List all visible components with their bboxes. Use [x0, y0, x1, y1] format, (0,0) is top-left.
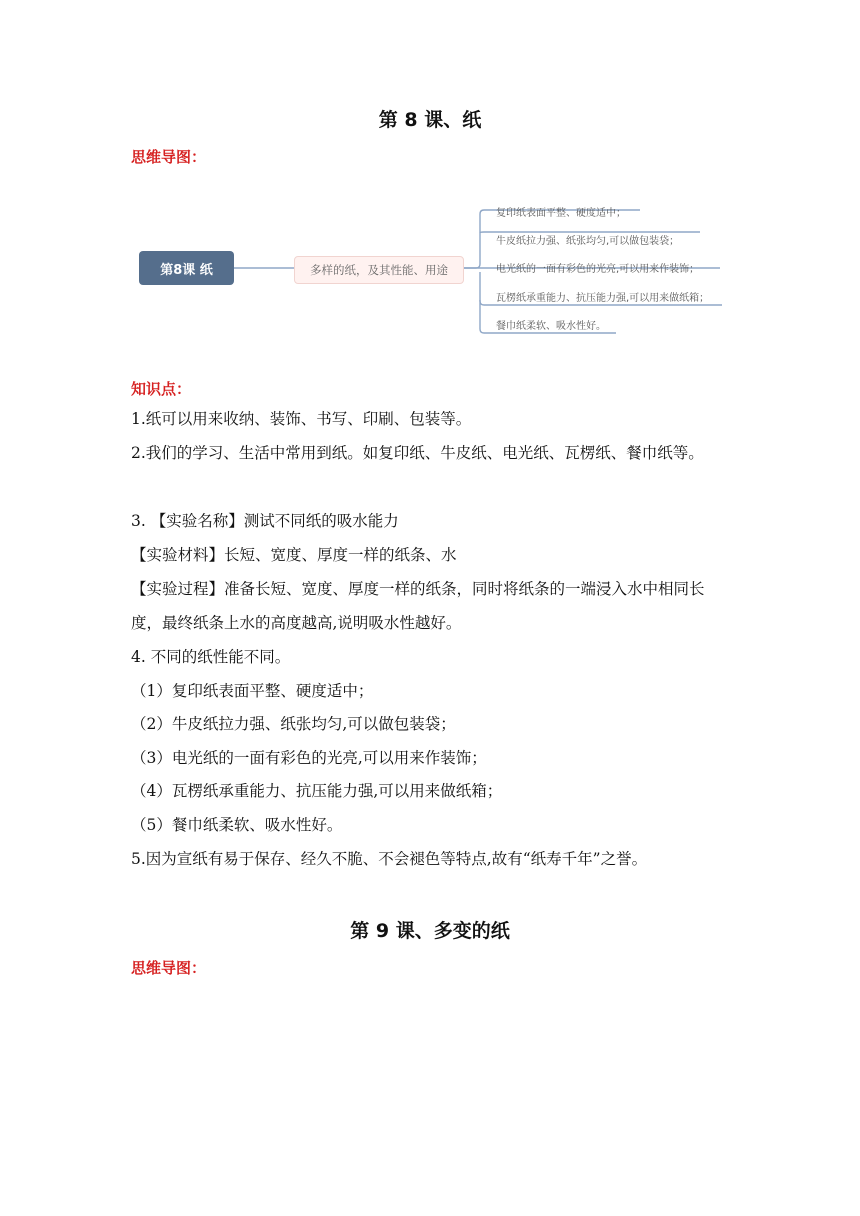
knowledge-point: 4. 不同的纸性能不同。 [131, 648, 291, 666]
mindmap-label: 思维导图： [131, 959, 207, 977]
mindmap-label: 思维导图： [131, 148, 207, 166]
knowledge-point: （2）牛皮纸拉力强、纸张均匀,可以做包装袋； [131, 715, 456, 733]
mindmap-leaf: 牛皮纸拉力强、纸张均匀,可以做包装袋； [496, 236, 680, 247]
knowledge-point: （1）复印纸表面平整、硬度适中； [131, 682, 374, 700]
knowledge-point: 2.我们的学习、生活中常用到纸。如复印纸、牛皮纸、电光纸、瓦楞纸、餐巾纸等。 [131, 444, 704, 462]
mindmap [0, 0, 860, 360]
mindmap-connectors [0, 0, 860, 360]
lesson8-title: 第 8 课、纸 [378, 109, 482, 131]
lesson9-title: 第 9 课、多变的纸 [350, 920, 510, 942]
knowledge-point: 【实验材料】长短、宽度、厚度一样的纸条、水 [131, 546, 457, 564]
mindmap-branch-node: 多样的纸，及其性能、用途 [294, 256, 464, 284]
mindmap-leaf: 电光纸的一面有彩色的光亮,可以用来作装饰； [496, 264, 700, 275]
mindmap-leaf: 餐巾纸柔软、吸水性好。 [496, 321, 606, 332]
knowledge-point: 【实验过程】准备长短、宽度、厚度一样的纸条，同时将纸条的一端浸入水中相同长度，最终纸条上水的高度越高,说明吸水性越好。 [131, 580, 705, 632]
mindmap-leaf: 瓦楞纸承重能力、抗压能力强,可以用来做纸箱； [496, 293, 710, 304]
knowledge-point: 1.纸可以用来收纳、装饰、书写、印刷、包装等。 [131, 410, 472, 428]
mindmap-leaf: 复印纸表面平整、硬度适中； [496, 208, 626, 219]
mindmap-root-node: 第8课 纸 [139, 251, 234, 285]
knowledge-label: 知识点： [131, 380, 192, 398]
knowledge-point: 3. 【实验名称】测试不同纸的吸水能力 [131, 512, 399, 530]
knowledge-point: 5.因为宣纸有易于保存、经久不脆、不会褪色等特点,故有“纸寿千年”之誉。 [131, 850, 648, 868]
knowledge-point: （5）餐巾纸柔软、吸水性好。 [131, 816, 343, 834]
knowledge-point: （3）电光纸的一面有彩色的光亮,可以用来作装饰； [131, 749, 487, 767]
knowledge-point: （4）瓦楞纸承重能力、抗压能力强,可以用来做纸箱； [131, 782, 503, 800]
